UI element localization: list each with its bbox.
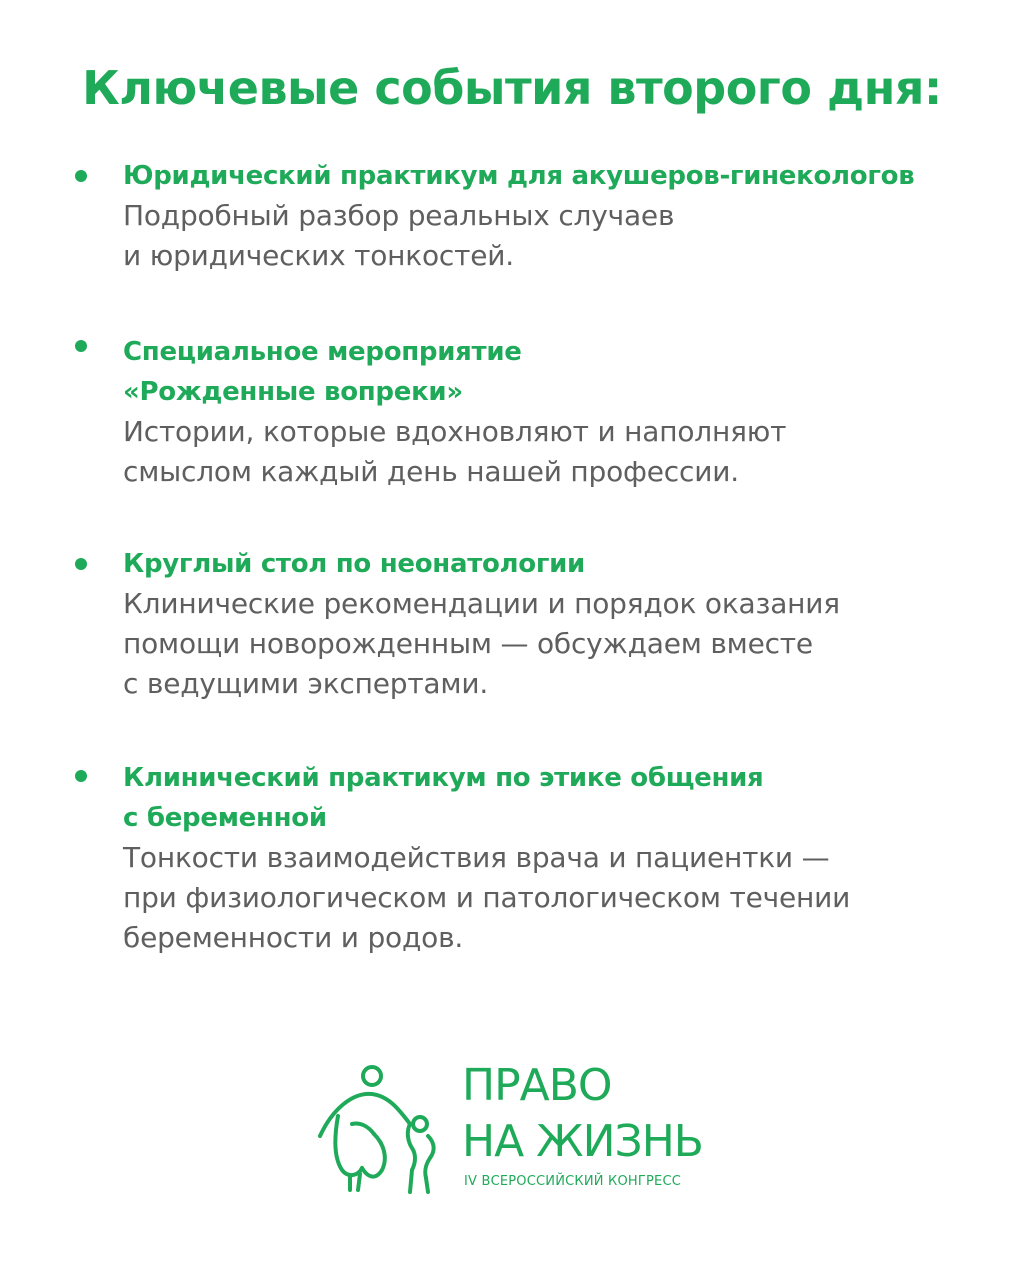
event-title: Клинический практикум по этике общения с беременной: [123, 763, 764, 833]
event-title: Юридический практикум для акушеров-гинекологов: [123, 161, 915, 191]
bullet-icon: [75, 340, 87, 352]
logo-title-line2: НА ЖИЗНЬ: [462, 1116, 703, 1167]
bullet-icon: [75, 770, 87, 782]
event-description: Подробный разбор реальных случаев и юридических тонкостей.: [123, 199, 675, 272]
bullet-icon: [75, 170, 87, 182]
event-description: Тонкости взаимодействия врача и пациентки — при физиологическом и патологическом течении беременности и родов.: [123, 841, 851, 954]
logo-subtitle: IV ВСЕРОССИЙСКИЙ КОНГРЕСС: [464, 1174, 682, 1189]
page-title: Ключевые события второго дня:: [82, 61, 942, 115]
event-title: Круглый стол по неонатологии: [123, 549, 585, 579]
adult-and-child-figure-icon: [312, 1058, 442, 1198]
event-description: Клинические рекомендации и порядок оказания помощи новорожденным — обсуждаем вместе с ведущими экспертами.: [123, 587, 840, 700]
logo-title-line1: ПРАВО: [462, 1060, 612, 1111]
bullet-icon: [75, 558, 87, 570]
event-title: Специальное мероприятие «Рожденные вопреки»: [123, 337, 522, 407]
congress-logo: [312, 1058, 732, 1208]
event-description: Истории, которые вдохновляют и наполняют смыслом каждый день нашей профессии.: [123, 415, 787, 488]
